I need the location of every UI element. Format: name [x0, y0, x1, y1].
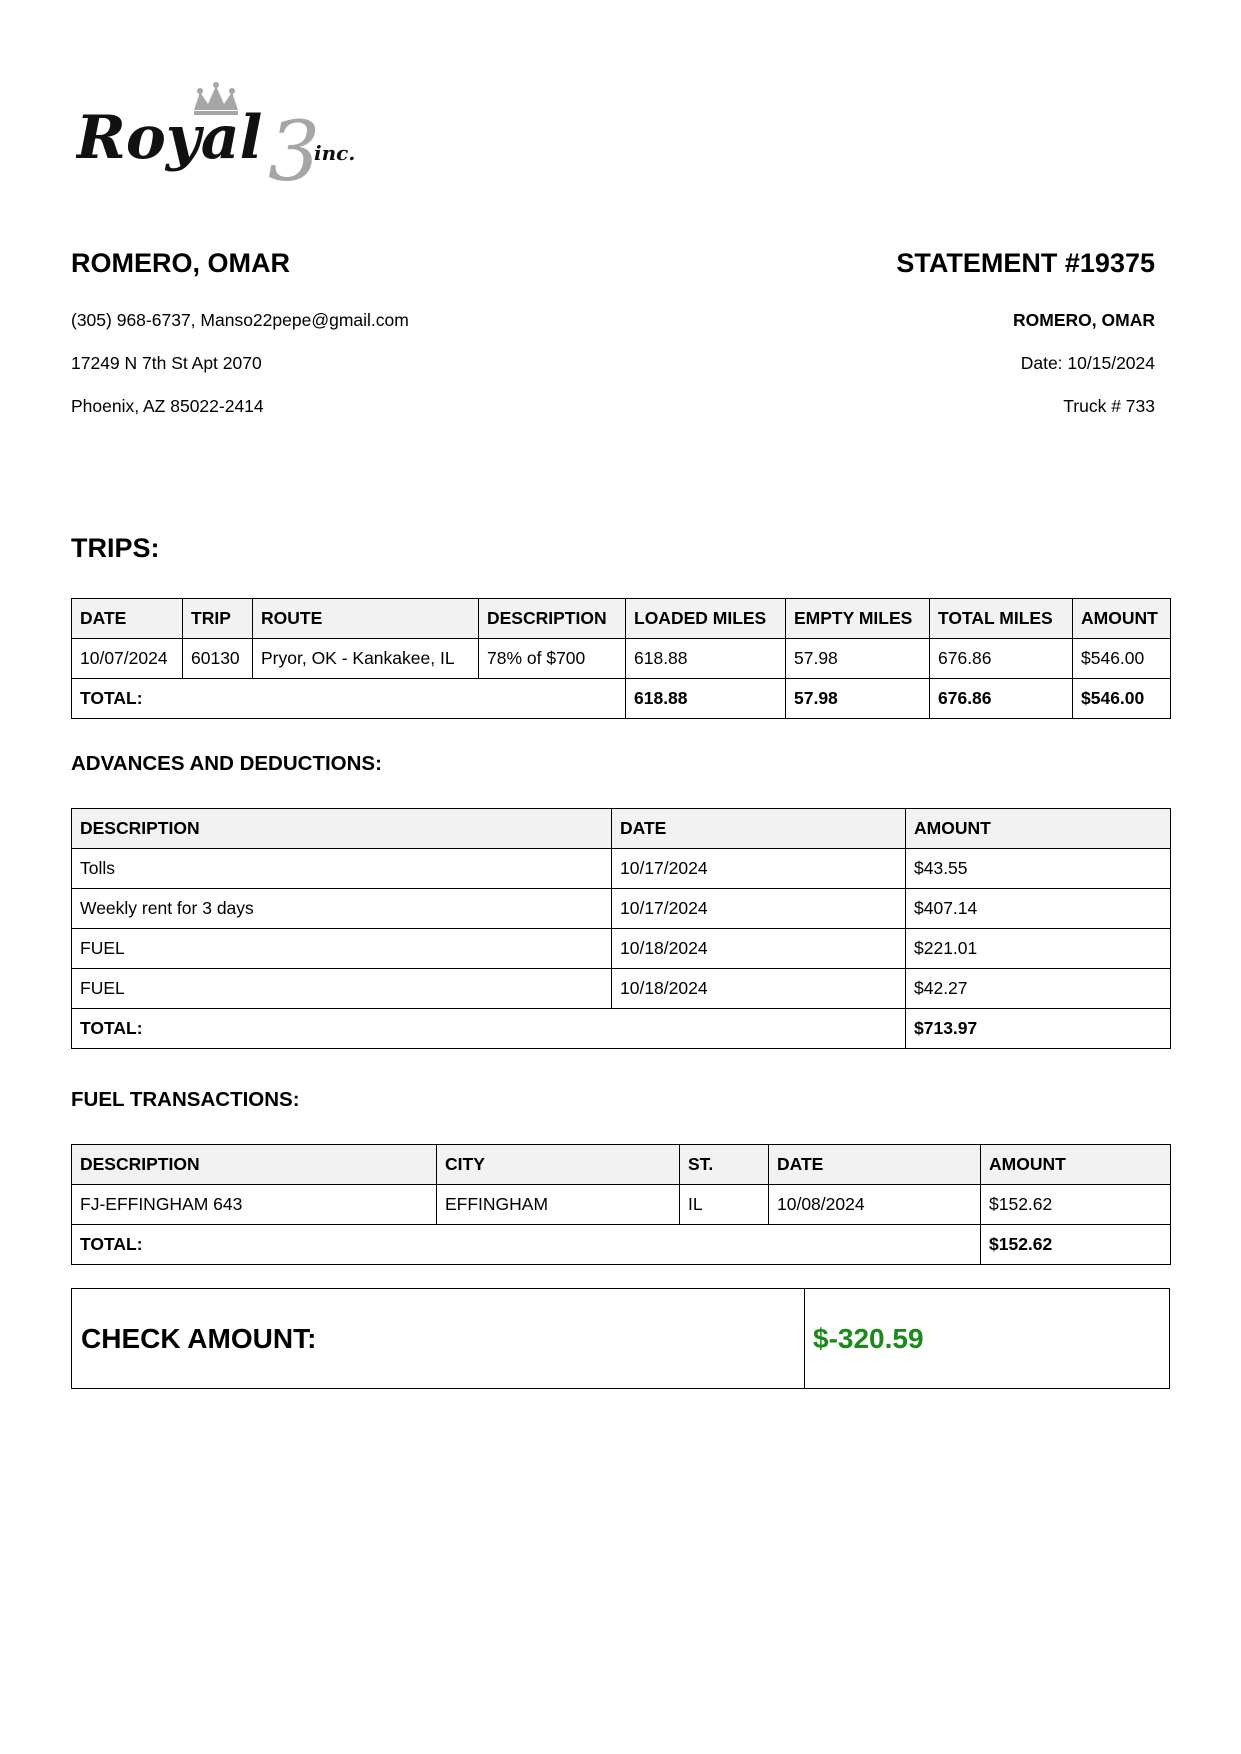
column-header: ROUTE: [253, 599, 479, 639]
crown-logo-graphic: [76, 80, 386, 190]
column-header: AMOUNT: [906, 809, 1171, 849]
driver-name: ROMERO, OMAR: [71, 248, 290, 278]
svg-text:3: 3: [268, 105, 321, 190]
statement-title: STATEMENT #19375: [896, 248, 1155, 278]
column-header: DATE: [612, 809, 906, 849]
driver-address-line2: Phoenix, AZ 85022-2414: [71, 396, 264, 416]
trips-table: [71, 598, 1171, 719]
statement-truck: Truck # 733: [1063, 396, 1155, 416]
table-cell: 10/17/2024: [612, 849, 906, 889]
table-cell: 10/18/2024: [612, 929, 906, 969]
total-label: TOTAL:: [72, 679, 626, 719]
table-cell: 10/08/2024: [769, 1185, 981, 1225]
column-header: AMOUNT: [981, 1145, 1171, 1185]
table-row: [72, 639, 1171, 679]
column-header: TRIP: [183, 599, 253, 639]
table-cell: Weekly rent for 3 days: [72, 889, 612, 929]
table-cell: 78% of $700: [479, 639, 626, 679]
total-amount: $713.97: [906, 1009, 1171, 1049]
table-row: [72, 889, 1171, 929]
table-cell: 60130: [183, 639, 253, 679]
table-cell: EFFINGHAM: [437, 1185, 680, 1225]
driver-contact: (305) 968-6737, Manso22pepe@gmail.com: [71, 310, 409, 330]
table-total-row: [72, 1009, 1171, 1049]
table-header-row: [72, 599, 1171, 639]
total-loaded-miles: 618.88: [626, 679, 786, 719]
statement-driver-name: ROMERO, OMAR: [1013, 310, 1155, 330]
table-row: [72, 929, 1171, 969]
svg-text:inc.: inc.: [314, 141, 356, 165]
table-row: [72, 1185, 1171, 1225]
table-cell: FUEL: [72, 929, 612, 969]
column-header: DATE: [72, 599, 183, 639]
svg-text:Royal: Royal: [76, 103, 263, 173]
driver-address-line1: 17249 N 7th St Apt 2070: [71, 353, 262, 373]
table-total-row: [72, 1225, 1171, 1265]
table-cell: $42.27: [906, 969, 1171, 1009]
total-amount: $152.62: [981, 1225, 1171, 1265]
table-cell: 10/07/2024: [72, 639, 183, 679]
table-row: [72, 849, 1171, 889]
total-total-miles: 676.86: [930, 679, 1073, 719]
total-label: TOTAL:: [72, 1009, 906, 1049]
column-header: EMPTY MILES: [786, 599, 930, 639]
table-cell: $152.62: [981, 1185, 1171, 1225]
column-header: TOTAL MILES: [930, 599, 1073, 639]
column-header: DATE: [769, 1145, 981, 1185]
total-empty-miles: 57.98: [786, 679, 930, 719]
table-cell: IL: [680, 1185, 769, 1225]
table-cell: 57.98: [786, 639, 930, 679]
table-cell: 676.86: [930, 639, 1073, 679]
column-header: ST.: [680, 1145, 769, 1185]
check-amount-value: $-320.59: [813, 1322, 924, 1354]
check-amount-label: CHECK AMOUNT:: [72, 1289, 805, 1388]
deductions-table: [71, 808, 1171, 1049]
column-header: DESCRIPTION: [72, 809, 612, 849]
table-cell: FUEL: [72, 969, 612, 1009]
column-header: LOADED MILES: [626, 599, 786, 639]
table-cell: 10/18/2024: [612, 969, 906, 1009]
table-header-row: [72, 809, 1171, 849]
fuel-title: FUEL TRANSACTIONS:: [71, 1088, 300, 1111]
table-cell: Pryor, OK - Kankakee, IL: [253, 639, 479, 679]
table-header-row: [72, 1145, 1171, 1185]
company-logo: [76, 80, 386, 190]
table-cell: 10/17/2024: [612, 889, 906, 929]
statement-date: Date: 10/15/2024: [1020, 353, 1155, 373]
table-cell: Tolls: [72, 849, 612, 889]
column-header: DESCRIPTION: [72, 1145, 437, 1185]
table-total-row: [72, 679, 1171, 719]
check-amount-box: [71, 1288, 1170, 1389]
table-cell: $221.01: [906, 929, 1171, 969]
table-row: [72, 969, 1171, 1009]
table-cell: 618.88: [626, 639, 786, 679]
table-cell: $407.14: [906, 889, 1171, 929]
table-cell: FJ-EFFINGHAM 643: [72, 1185, 437, 1225]
fuel-table: [71, 1144, 1171, 1265]
column-header: CITY: [437, 1145, 680, 1185]
total-label: TOTAL:: [72, 1225, 981, 1265]
table-cell: $546.00: [1073, 639, 1171, 679]
trips-title: TRIPS:: [71, 533, 160, 563]
table-cell: $43.55: [906, 849, 1171, 889]
deductions-title: ADVANCES AND DEDUCTIONS:: [71, 752, 382, 775]
total-amount: $546.00: [1073, 679, 1171, 719]
column-header: DESCRIPTION: [479, 599, 626, 639]
column-header: AMOUNT: [1073, 599, 1171, 639]
